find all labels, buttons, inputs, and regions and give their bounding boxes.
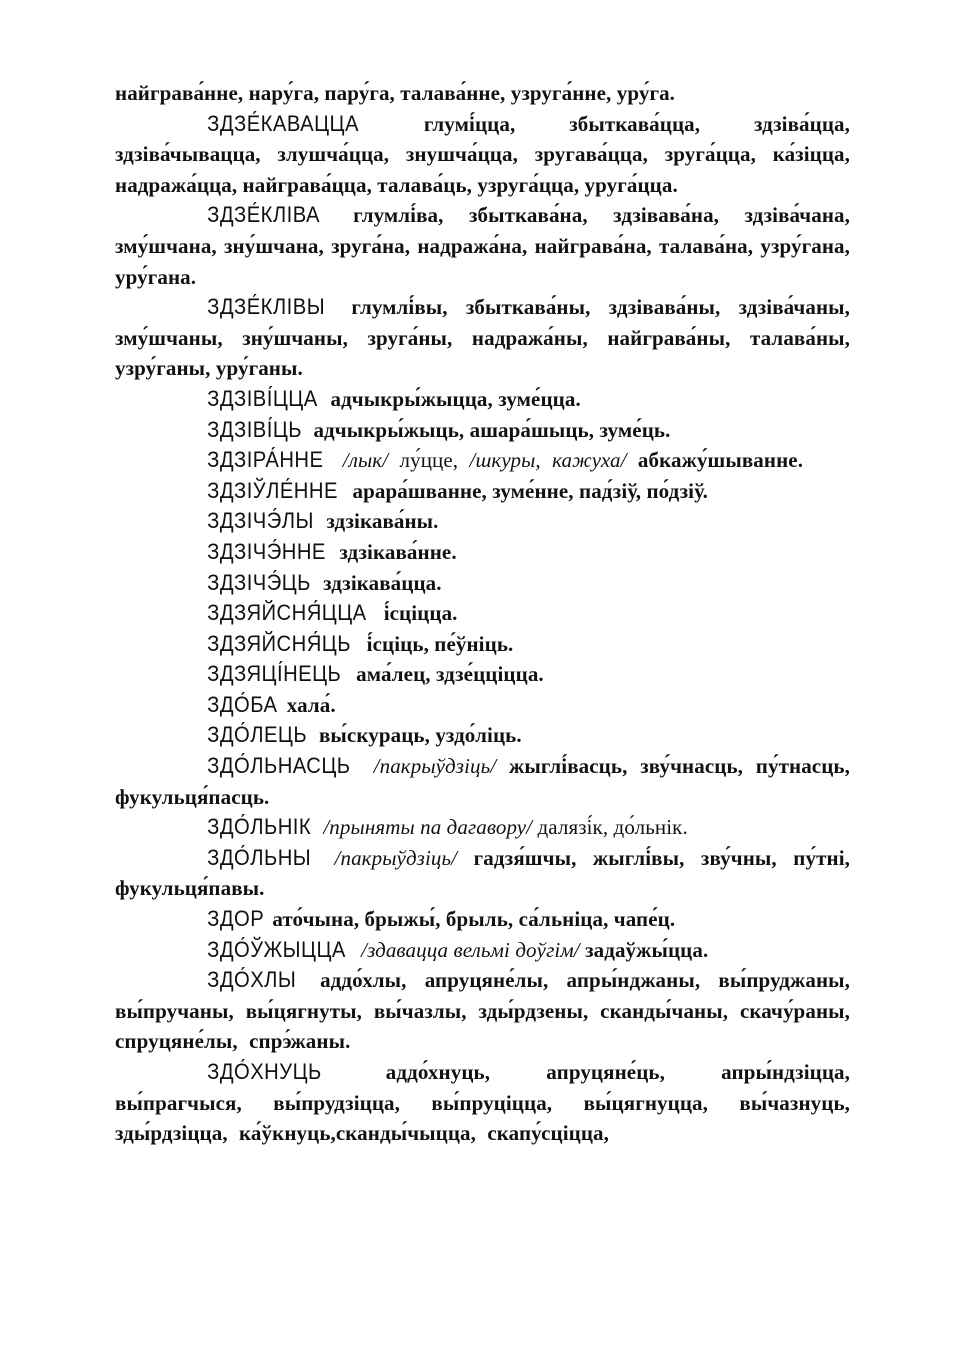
headword: ЗДЗІРА́ННЕ xyxy=(207,447,324,473)
entry-zdzichec xyxy=(115,568,850,599)
headword: ЗДО́ЎЖЫЦЦА xyxy=(207,936,346,962)
headword: ЗДО́ЛЬНІК xyxy=(207,814,312,840)
entry-zdolec xyxy=(115,720,850,751)
headword: ЗДО́ЛЬНЫ xyxy=(207,844,312,870)
synonym-list: вы́скураць, уздо́ліць. xyxy=(318,723,522,748)
entry-zdolnik xyxy=(115,812,850,843)
synonym-list: жыглі́васць, зву́чнасць, пу́тнасць, фукульця́пасць. xyxy=(115,754,850,809)
entry-zdouzhycca xyxy=(115,935,850,966)
synonym-list: гадзя́шчы, жыглі́вы, зву́чны, пу́тні, фукульця́павы. xyxy=(115,845,850,901)
headword: ЗДЗЕ́КЛІВЫ xyxy=(207,294,326,320)
synonym-list: і́сціць, пе́ўніць. xyxy=(366,631,514,656)
headword: ЗДЗІЎЛЕ́ННЕ xyxy=(207,477,338,503)
headword: ЗДО́ХЛЫ xyxy=(207,967,297,993)
entry-zdziulenne xyxy=(115,476,850,507)
synonym-list: лу́цце, xyxy=(399,448,459,473)
usage-note: /здавацца вельмі доўгім/ xyxy=(361,937,580,962)
synonym-list: адчыкры́жыцца, зуме́цца. xyxy=(330,386,581,411)
headword: ЗДЗЯЙСНЯ́ЦЦА xyxy=(207,600,367,626)
synonym-list: глумлі́ва, збыткава́на, здзівава́на, здзіва́чана, зму́шчана, зну́шчана, зруга́на, надража́на, найграва́на, талава́на, узру́гана, уру́гана. xyxy=(115,203,850,289)
headword: ЗДО́БА xyxy=(207,691,278,717)
headword: ЗДЗЕ́КЛІВА xyxy=(207,202,320,228)
entry-zdzivic xyxy=(115,415,850,446)
synonym-list: здзікава́ны. xyxy=(326,509,439,534)
usage-note: /прыняты па дагавору/ xyxy=(323,815,533,840)
synonym-list: здзікава́нне. xyxy=(339,539,457,564)
synonym-list: хала́. xyxy=(286,692,336,717)
entry-zdzjacinec xyxy=(115,659,850,690)
headword: ЗДО́ЛЕЦЬ xyxy=(207,722,308,748)
entry-zdzekavacca xyxy=(115,109,850,201)
synonym-list: аддо́хнуць, апруцяне́ць, апры́ндзіцца, вы́прагчыся, вы́прудзіцца, вы́пруціцца, вы́цягнуцца, вы́чазнуць, зды́рдзіцца, ка́ўкнуць,сканды́чыцца, скапу́сціцца, xyxy=(115,1060,850,1146)
synonym-list: глумлі́вы, збыткава́ны, здзівава́ны, здзіва́чаны, зму́шчаны, зну́шчаны, зруга́ны, надража́ны, найграва́ны, талава́ны, узру́ганы, уру́ганы. xyxy=(115,295,850,381)
synonym-list: задаўжы́цца. xyxy=(585,937,709,962)
entry-zdohnuc xyxy=(115,1057,850,1149)
headword: ЗДЗЯЦІ́НЕЦЬ xyxy=(207,661,342,687)
entry-zdziranne xyxy=(115,445,850,476)
entry-zdzichely xyxy=(115,506,850,537)
headword: ЗДЗІЧЭ́ННЕ xyxy=(207,538,326,564)
usage-note: /пакрыўдзіць/ xyxy=(334,845,458,870)
headword: ЗДЗЕ́КАВАЦЦА xyxy=(207,110,359,136)
entry-zdzeklivy xyxy=(115,292,850,384)
entry-zdzivicca xyxy=(115,384,850,415)
entry-continuation xyxy=(115,78,850,109)
synonym-list: найграва́нне, нару́га, пару́га, талава́нне, узруга́нне, уру́га. xyxy=(115,81,676,105)
usage-note: /лык/ xyxy=(342,448,389,473)
synonym-list: ато́чына, брыжы́, брыль, са́льніца, чапе́ц. xyxy=(272,907,676,932)
synonym-list: абкажу́шыванне. xyxy=(637,448,804,473)
entry-zdolny xyxy=(115,843,850,904)
headword: ЗДЗІЧЭ́ЛЫ xyxy=(207,508,314,534)
headword: ЗДЗІЧЭ́ЦЬ xyxy=(207,569,311,595)
usage-note: /шкуры, кажуха/ xyxy=(469,448,627,473)
entry-zdzekliva xyxy=(115,200,850,292)
synonym-list: адчыкры́жыць, ашара́шыць, зуме́ць. xyxy=(313,417,671,442)
dictionary-page xyxy=(115,78,850,1149)
headword: ЗДЗЯЙСНЯ́ЦЬ xyxy=(207,630,351,656)
entry-zdor xyxy=(115,904,850,935)
entry-zdzjajsnjac xyxy=(115,629,850,660)
entry-zdzjajsnjacca xyxy=(115,598,850,629)
entry-zdolnasc xyxy=(115,751,850,812)
headword: ЗДЗІВІ́ЦЬ xyxy=(207,416,303,442)
synonym-list: арара́шванне, зуме́нне, пад́зіў, по́дзіў. xyxy=(352,478,708,503)
headword: ЗДЗІВІ́ЦЦА xyxy=(207,385,318,411)
headword: ЗДО́ХНУЦЬ xyxy=(207,1059,322,1084)
headword: ЗДО́ЛЬНАСЦЬ xyxy=(207,753,351,779)
synonym-list: далязі́к, до́льнік. xyxy=(537,815,688,840)
headword: ЗДОР xyxy=(207,906,265,932)
entry-zdoba xyxy=(115,690,850,721)
entry-zdzichenne xyxy=(115,537,850,568)
synonym-list: і́сціцца. xyxy=(383,601,458,626)
synonym-list: здзікава́цца. xyxy=(323,570,442,595)
synonym-list: ама́лец, здзе́цціцца. xyxy=(356,662,544,687)
entry-zdohly xyxy=(115,965,850,1057)
synonym-list: глумі́цца, збыткава́цца, здзіва́цца, здзіва́чывацца, злушча́цца, знушча́цца, зругава́цца, зруга́цца, ка́зіцца, надража́цца, найграва́цца, талава́ць, узруга́цца, уруга́цца. xyxy=(115,111,850,197)
usage-note: /пакрыўдзіць/ xyxy=(373,754,497,779)
synonym-list: аддо́хлы, апруцяне́лы, апры́нджаны, вы́пруджаны, вы́пручаны, вы́цягнуты, вы́чазлы, зды́рдзены, сканды́чаны, скачу́раны, спруцяне́лы, спрэ́жаны. xyxy=(115,968,850,1054)
